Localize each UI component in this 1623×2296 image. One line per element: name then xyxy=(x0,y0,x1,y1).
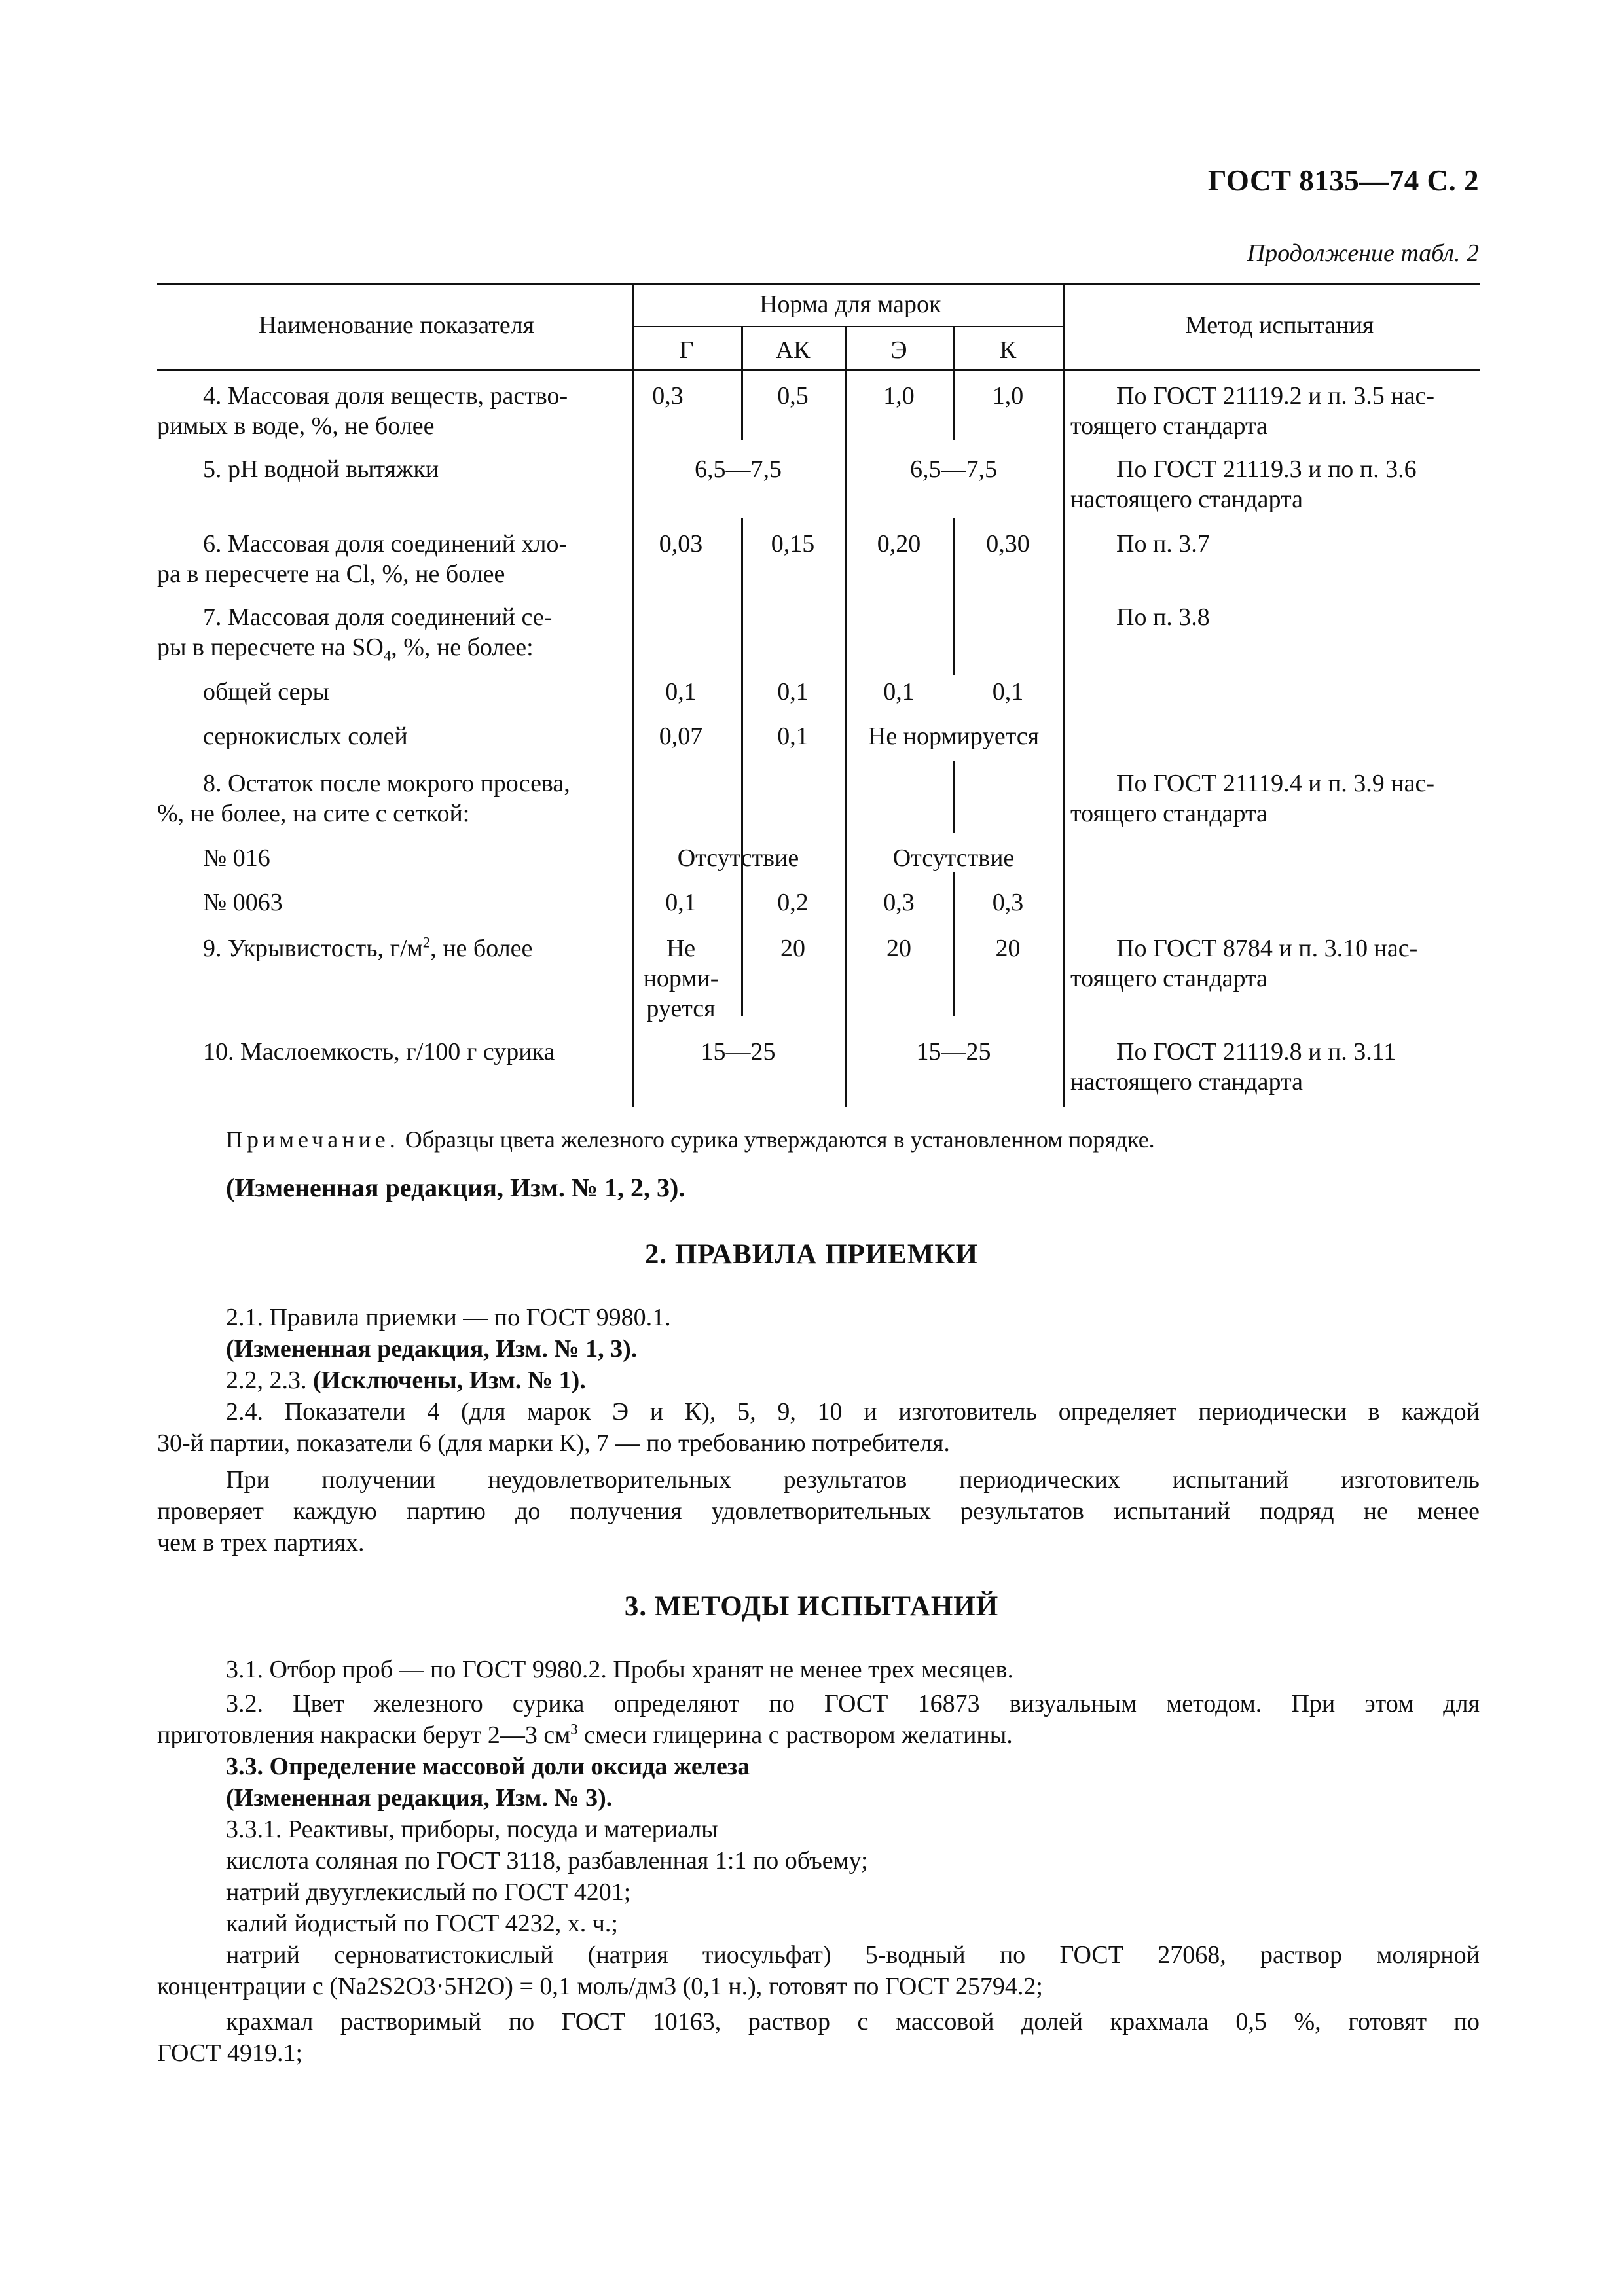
row9-val-e: 20 xyxy=(886,935,911,962)
row7-name: 7. Массовая доля соединений се- xyxy=(203,603,553,631)
header-norm: Норма для марок xyxy=(759,291,941,318)
reagent-starch: крахмал растворимый по ГОСТ 10163, раствор с массовой долей крахмала 0,5 %, готовят по xyxy=(226,2008,1480,2036)
para-3-3-title: 3.3. Определение массовой доли оксида железа xyxy=(226,1753,750,1780)
para-3-1: 3.1. Отбор проб — по ГОСТ 9980.2. Пробы хранят не менее трех месяцев. xyxy=(226,1656,1013,1683)
header-method: Метод испытания xyxy=(1185,312,1374,339)
para-2-5: При получении неудовлетворительных результатов периодических испытаний изготовитель xyxy=(226,1466,1480,1494)
col-rule-4-seg xyxy=(953,761,955,833)
para-3-3-revision: (Измененная редакция, Изм. № 3). xyxy=(226,1784,613,1812)
row6-method: По п. 3.7 xyxy=(1116,530,1210,558)
row10-method: настоящего стандарта xyxy=(1070,1068,1303,1096)
section-2-title: 2. ПРАВИЛА ПРИЕМКИ xyxy=(644,1239,979,1270)
section-3-title: 3. МЕТОДЫ ИСПЫТАНИЙ xyxy=(624,1591,999,1622)
row7-method: По п. 3.8 xyxy=(1116,603,1210,631)
row9-name: 9. Укрывистость, $г/м^2$, не более xyxy=(203,934,533,962)
row10-span-1: 15—25 xyxy=(701,1038,776,1066)
table-continuation-label: Продолжение табл. 2 xyxy=(1247,240,1479,267)
reagent-starch: ГОСТ 4919.1; xyxy=(157,2039,303,2067)
row9-val-k: 20 xyxy=(995,935,1021,962)
row7b-val-ak: 0,1 xyxy=(777,723,809,750)
para-2-4: 2.4. Показатели 4 (для марок Э и К), 5, 9, 10 и изготовитель определяет периодически в каждой xyxy=(226,1398,1480,1426)
row7-name: ры в пересчете на $SO_4$, %, не более: xyxy=(157,634,534,664)
row7a-val-ak: 0,1 xyxy=(777,678,809,706)
header-indicator: Наименование показателя xyxy=(259,312,535,339)
row9-method: тоящего стандарта xyxy=(1070,965,1267,992)
grade-header-rule xyxy=(632,326,1063,327)
row8-name: %, не более, на сите с сеткой: xyxy=(157,800,470,827)
row9-val-g: Не xyxy=(666,935,696,962)
row6-name: ра в пересчете на Cl, %, не более xyxy=(157,560,505,588)
reagent-item: калий йодистый по ГОСТ 4232, х. ч.; xyxy=(226,1910,618,1937)
row8b-val-ak: 0,2 xyxy=(777,889,809,916)
row7b-name: сернокислых солей xyxy=(203,723,408,750)
para-2-5: чем в трех партиях. xyxy=(157,1529,365,1556)
row5-span-1: 6,5—7,5 xyxy=(695,456,782,483)
row8-method: По ГОСТ 21119.4 и п. 3.9 нас- xyxy=(1116,770,1435,797)
header-bottom-rule xyxy=(157,369,1480,371)
row8b-val-k: 0,3 xyxy=(992,889,1024,916)
row7a-val-g: 0,1 xyxy=(665,678,697,706)
row4-name: 4. Массовая доля веществ, раство- xyxy=(203,382,568,410)
row9-val-g: норми- xyxy=(643,965,719,992)
row7b-merged: Не нормируется xyxy=(867,723,1040,750)
row8a-name: № 016 xyxy=(203,844,270,872)
para-3-2: приготовления накраски берут 2—3 $см^3$ смеси глицерина с раствором желатины. xyxy=(157,1721,1013,1749)
table-note: Примечание. Образцы цвета железного сурика утверждаются в установленном порядке. xyxy=(226,1126,1155,1153)
revision-note: (Измененная редакция, Изм. № 1, 2, 3). xyxy=(226,1173,685,1202)
row7a-val-e: 0,1 xyxy=(883,678,915,706)
para-2-1-revision: (Измененная редакция, Изм. № 1, 3). xyxy=(226,1335,638,1363)
col-rule-5 xyxy=(1063,283,1065,1107)
row4-val-k: 1,0 xyxy=(992,382,1024,410)
document-reference: ГОСТ 8135—74 С. 2 xyxy=(1207,164,1479,197)
row7a-val-k: 0,1 xyxy=(992,678,1024,706)
row9-val-g: руется xyxy=(646,995,716,1022)
row8-method: тоящего стандарта xyxy=(1070,800,1267,827)
row9-method: По ГОСТ 8784 и п. 3.10 нас- xyxy=(1116,935,1418,962)
para-3-2: 3.2. Цвет железного сурика определяют по ГОСТ 16873 визуальным методом. При этом для xyxy=(226,1690,1480,1717)
row10-span-2: 15—25 xyxy=(916,1038,991,1066)
row10-name: 10. Маслоемкость, г/100 г сурика xyxy=(203,1038,555,1066)
para-3-3-1: 3.3.1. Реактивы, приборы, посуда и материалы xyxy=(226,1816,718,1843)
para-2-2: 2.2, 2.3. (Исключены, Изм. № 1). xyxy=(226,1367,586,1394)
reagent-thiosulfate: натрий серноватистокислый (натрия тиосульфат) 5-водный по ГОСТ 27068, раствор молярной xyxy=(226,1941,1480,1969)
grade-ak: АК xyxy=(775,336,811,364)
reagent-item: кислота соляная по ГОСТ 3118, разбавленная 1:1 по объему; xyxy=(226,1847,868,1874)
row6-val-ak: 0,15 xyxy=(771,530,815,558)
row8b-name: № 0063 xyxy=(203,889,283,916)
reagent-item: натрий двууглекислый по ГОСТ 4201; xyxy=(226,1878,631,1906)
row5-method: По ГОСТ 21119.3 и по п. 3.6 xyxy=(1116,456,1417,483)
row4-val-ak: 0,5 xyxy=(777,382,809,410)
row4-val-g: 0,3 xyxy=(652,382,684,410)
row8a-span-1: Отсутствие xyxy=(677,844,799,872)
row4-name: римых в воде, %, не более xyxy=(157,412,435,440)
row6-val-g: 0,03 xyxy=(659,530,703,558)
row6-val-k: 0,30 xyxy=(986,530,1030,558)
para-2-5: проверяет каждую партию до получения удовлетворительных результатов испытаний подряд не менее xyxy=(157,1498,1480,1525)
row10-method: По ГОСТ 21119.8 и п. 3.11 xyxy=(1116,1038,1396,1066)
grade-g: Г xyxy=(679,336,694,364)
row7b-val-g: 0,07 xyxy=(659,723,703,750)
grade-k: К xyxy=(999,336,1017,364)
row7a-name: общей серы xyxy=(203,678,330,706)
row9-val-ak: 20 xyxy=(780,935,805,962)
row5-method: настоящего стандарта xyxy=(1070,486,1303,513)
para-2-1: 2.1. Правила приемки — по ГОСТ 9980.1. xyxy=(226,1304,671,1331)
para-2-4: 30-й партии, показатели 6 (для марки К), 7 — по требованию потребителя. xyxy=(157,1429,950,1457)
specification-table xyxy=(157,283,1480,1107)
reagent-thiosulfate: концентрации c (Na2S2O3·5H2O) = 0,1 моль/дм3 (0,1 н.), готовят по ГОСТ 25794.2; xyxy=(157,1973,1043,2000)
row6-val-e: 0,20 xyxy=(877,530,921,558)
row8-name: 8. Остаток после мокрого просева, xyxy=(203,770,570,797)
row5-name: 5. pH водной вытяжки xyxy=(203,456,439,483)
grade-e: Э xyxy=(890,336,907,364)
row5-span-2: 6,5—7,5 xyxy=(910,456,997,483)
table-top-rule xyxy=(157,283,1480,285)
row4-method: тоящего стандарта xyxy=(1070,412,1267,440)
row4-method: По ГОСТ 21119.2 и п. 3.5 нас- xyxy=(1116,382,1435,410)
col-rule-3 xyxy=(845,326,847,1107)
row8b-val-e: 0,3 xyxy=(883,889,915,916)
row6-name: 6. Массовая доля соединений хло- xyxy=(203,530,568,558)
row8b-val-g: 0,1 xyxy=(665,889,697,916)
row8a-span-2: Отсутствие xyxy=(892,844,1015,872)
row4-val-e: 1,0 xyxy=(883,382,915,410)
